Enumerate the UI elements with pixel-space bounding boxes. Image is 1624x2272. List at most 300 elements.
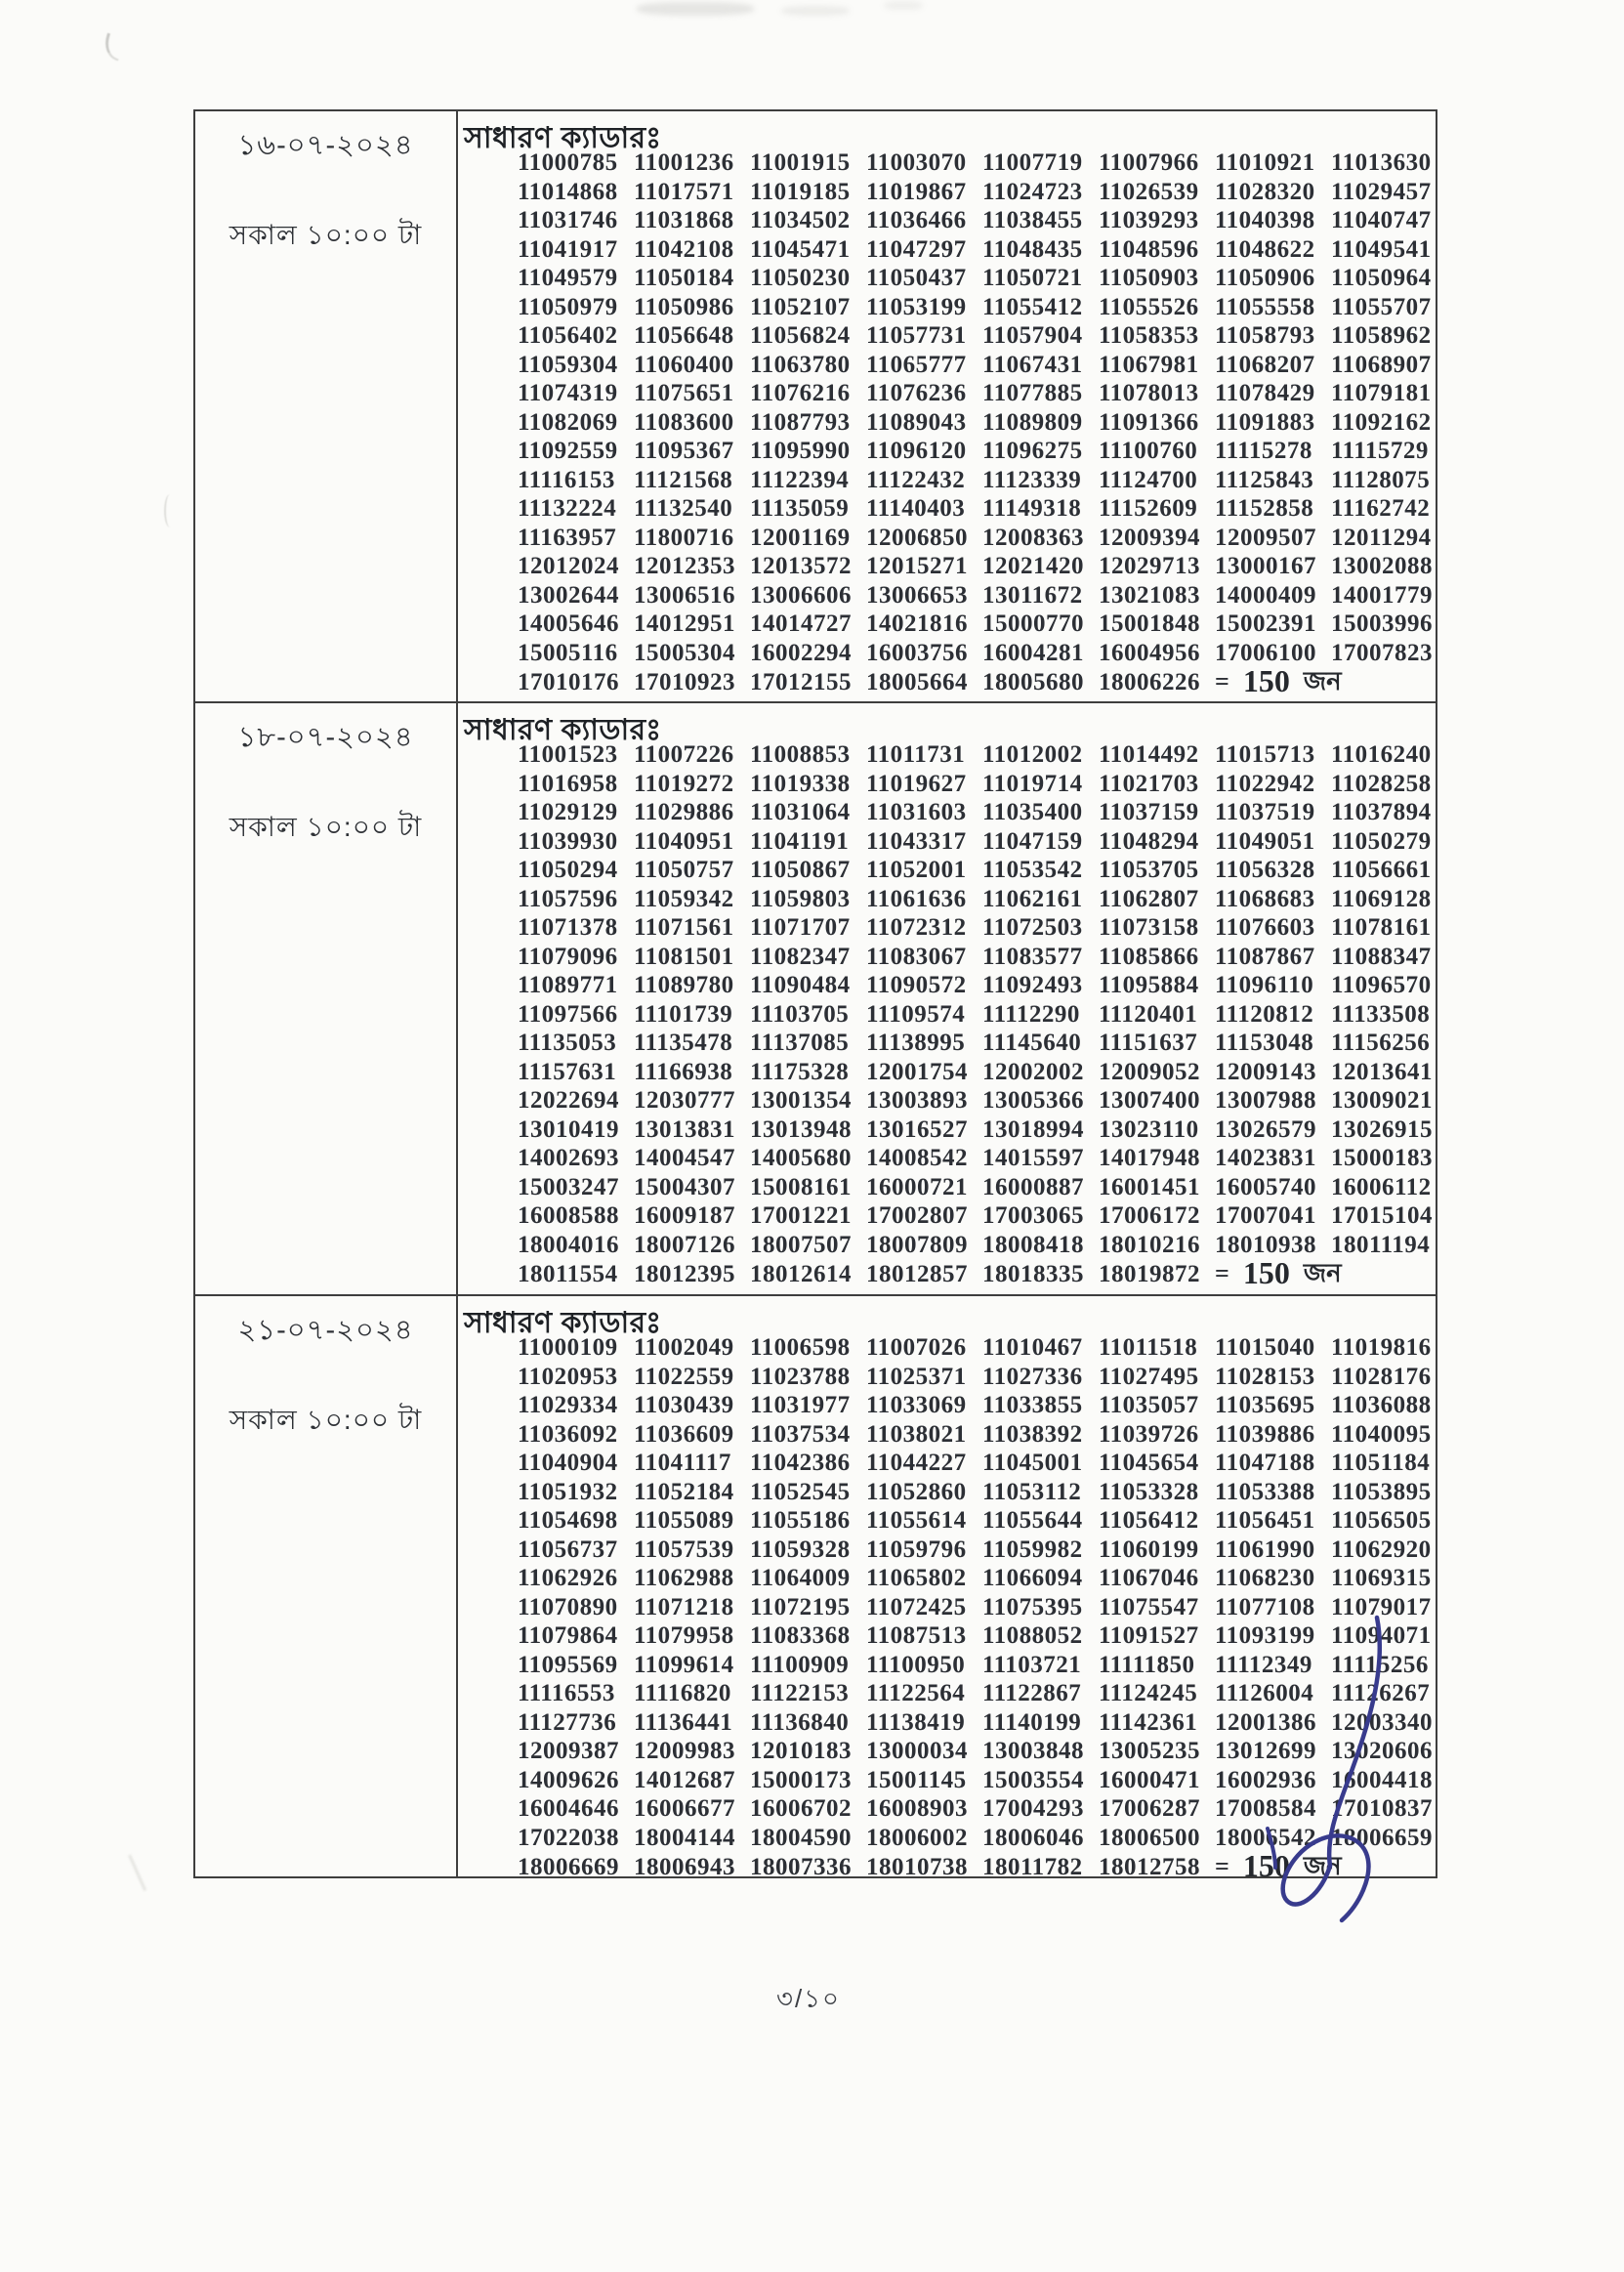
roll-number: 17002807 — [866, 1202, 968, 1229]
roll-number: 11055526 — [1099, 293, 1199, 320]
roll-number: 11079864 — [518, 1622, 618, 1649]
roll-number: 11077108 — [1215, 1593, 1315, 1620]
total-count: 150 — [1242, 1255, 1290, 1290]
roll-number: 11112349 — [1215, 1651, 1312, 1678]
roll-number: 14015597 — [982, 1145, 1084, 1171]
roll-number: 11007226 — [634, 741, 734, 768]
roll-number: 15003554 — [982, 1766, 1084, 1793]
roll-number: 11135478 — [634, 1030, 733, 1056]
roll-number: 11017571 — [634, 178, 734, 205]
total-count: 150 — [1242, 1848, 1290, 1883]
roll-row — [518, 770, 1436, 799]
roll-number: 18006943 — [634, 1854, 735, 1880]
roll-number: 14009626 — [518, 1766, 619, 1793]
roll-number: 17007823 — [1331, 639, 1433, 666]
roll-number: 11029334 — [518, 1392, 618, 1418]
roll-number: 18007126 — [634, 1231, 735, 1258]
roll-number: 11078013 — [1099, 380, 1199, 406]
roll-row — [518, 639, 1436, 668]
roll-number: 11089043 — [866, 408, 967, 436]
rolls-cell — [458, 111, 1436, 701]
roll-number: 11089780 — [634, 972, 734, 998]
roll-number: 11050757 — [634, 857, 734, 883]
roll-number: 11122153 — [750, 1680, 850, 1706]
roll-row — [518, 856, 1436, 885]
roll-row — [518, 1029, 1436, 1058]
roll-number: 12010183 — [750, 1738, 852, 1764]
roll-number: 11042108 — [634, 235, 734, 263]
roll-number: 13006516 — [634, 581, 735, 609]
roll-number: 11156256 — [1331, 1030, 1431, 1056]
roll-number: 11055614 — [866, 1507, 967, 1534]
roll-number: 11050279 — [1331, 827, 1432, 855]
roll-number: 11010467 — [982, 1334, 1083, 1361]
roll-number: 11800716 — [634, 524, 734, 551]
roll-number: 11047159 — [982, 827, 1083, 855]
roll-number: 11021703 — [1099, 770, 1199, 797]
roll-number: 18006226 — [1099, 669, 1200, 695]
roll-number: 18004590 — [750, 1824, 852, 1851]
roll-rows — [458, 148, 1436, 696]
roll-number: 11089809 — [982, 408, 1083, 436]
roll-number: 11053199 — [866, 293, 967, 320]
roll-number: 17006172 — [1099, 1202, 1200, 1229]
roll-number: 11008853 — [750, 741, 851, 768]
schedule-section — [195, 701, 1436, 1294]
roll-number: 18006500 — [1099, 1824, 1200, 1851]
roll-row — [518, 148, 1436, 178]
session-time: সকাল ১০:০০ টা — [229, 1405, 423, 1435]
roll-number: 11056661 — [1331, 857, 1432, 883]
roll-number: 18005680 — [982, 669, 1084, 695]
roll-number: 11035695 — [1215, 1392, 1315, 1418]
roll-number: 13007988 — [1215, 1087, 1316, 1114]
roll-number: 14021816 — [866, 610, 968, 637]
roll-row — [518, 1144, 1436, 1173]
roll-row — [518, 1536, 1436, 1565]
roll-number: 16006677 — [634, 1795, 735, 1822]
roll-number: 12021420 — [982, 553, 1084, 579]
roll-number: 11043317 — [866, 827, 967, 855]
roll-number: 11095367 — [634, 438, 734, 464]
signature-ink — [1232, 1590, 1447, 1942]
roll-row — [518, 913, 1436, 943]
roll-number: 11126004 — [1215, 1680, 1314, 1706]
roll-number: 11149318 — [982, 495, 1082, 522]
roll-number: 11116553 — [518, 1680, 615, 1706]
roll-number: 11031603 — [866, 799, 967, 825]
roll-row — [518, 1449, 1436, 1478]
roll-number: 11115278 — [1215, 438, 1312, 464]
roll-number: 11056648 — [634, 322, 734, 349]
roll-number: 11067981 — [1099, 351, 1199, 378]
page-number: ৩/১০ — [776, 1984, 841, 2013]
roll-number: 11078161 — [1331, 914, 1432, 941]
roll-number: 15002391 — [1215, 610, 1316, 637]
roll-number: 11052184 — [634, 1478, 734, 1505]
roll-number: 11045471 — [750, 235, 851, 263]
roll-number: 11002049 — [634, 1334, 734, 1361]
roll-number: 18006046 — [982, 1824, 1084, 1851]
roll-number: 11059304 — [518, 351, 618, 378]
roll-number: 11050979 — [518, 293, 618, 320]
roll-number: 11019867 — [866, 178, 967, 205]
roll-number: 11132540 — [634, 495, 733, 522]
roll-number: 11050964 — [1331, 265, 1432, 291]
roll-number: 11056328 — [1215, 857, 1315, 883]
roll-number: 11022942 — [1215, 770, 1315, 797]
roll-number: 11056402 — [518, 322, 618, 349]
roll-number: 11091366 — [1099, 408, 1199, 436]
roll-row — [518, 663, 1436, 698]
roll-number: 11056412 — [1099, 1507, 1199, 1534]
roll-number: 11128075 — [1331, 466, 1431, 493]
roll-number: 11092162 — [1331, 408, 1432, 436]
roll-row — [518, 264, 1436, 293]
roll-number: 11042386 — [750, 1450, 851, 1476]
roll-row — [518, 1363, 1436, 1392]
roll-number: 16009187 — [634, 1202, 735, 1229]
roll-number: 17010923 — [634, 669, 735, 695]
roll-number: 11053112 — [982, 1478, 1082, 1505]
roll-number: 16000721 — [866, 1173, 968, 1200]
roll-number: 11025371 — [866, 1363, 967, 1390]
roll-number: 17004293 — [982, 1795, 1084, 1822]
roll-number: 18011194 — [1331, 1231, 1431, 1258]
roll-row — [518, 1333, 1436, 1363]
roll-number: 12029713 — [1099, 553, 1200, 579]
roll-number: 16002936 — [1215, 1766, 1316, 1793]
roll-number: 11125843 — [1215, 466, 1314, 493]
roll-number: 17006100 — [1215, 639, 1316, 666]
roll-row — [518, 1420, 1436, 1450]
roll-number: 11056737 — [518, 1536, 618, 1563]
roll-number: 11076603 — [1215, 914, 1315, 941]
roll-number: 11052860 — [866, 1478, 967, 1505]
roll-number: 11019627 — [866, 770, 967, 797]
roll-number: 11058793 — [1215, 322, 1315, 349]
roll-number: 11109574 — [866, 1000, 966, 1028]
roll-number: 14005680 — [750, 1145, 852, 1171]
roll-number: 11071378 — [518, 914, 618, 941]
rolls-cell — [458, 703, 1436, 1294]
roll-number: 11010921 — [1215, 149, 1315, 176]
roll-row — [518, 1564, 1436, 1593]
roll-number: 11044227 — [866, 1450, 967, 1476]
roll-number: 18007809 — [866, 1231, 968, 1258]
roll-number: 11028176 — [1331, 1363, 1432, 1390]
roll-number: 11037519 — [1215, 799, 1315, 825]
roll-number: 11088052 — [982, 1622, 1083, 1649]
roll-number: 11135059 — [750, 495, 850, 522]
roll-number: 11100909 — [750, 1651, 850, 1678]
roll-number: 11058353 — [1099, 322, 1199, 349]
roll-number: 11029457 — [1331, 178, 1432, 205]
roll-number: 17022038 — [518, 1824, 619, 1851]
roll-number: 11020953 — [518, 1363, 618, 1390]
roll-number: 12001386 — [1215, 1708, 1316, 1736]
roll-number: 11083577 — [982, 943, 1083, 970]
roll-number: 11041917 — [518, 235, 618, 263]
roll-number: 11062807 — [1099, 885, 1199, 912]
roll-number: 11083368 — [750, 1622, 851, 1649]
roll-number: 14002693 — [518, 1145, 619, 1171]
roll-number: 12003340 — [1331, 1708, 1433, 1736]
roll-number: 11028320 — [1215, 178, 1315, 205]
roll-number: 13026579 — [1215, 1115, 1316, 1143]
roll-number: 11007719 — [982, 149, 1083, 176]
roll-number: 11096110 — [1215, 972, 1314, 998]
roll-row — [518, 552, 1436, 581]
roll-row — [518, 1231, 1436, 1260]
roll-row — [518, 581, 1436, 610]
roll-number: 12030777 — [634, 1087, 735, 1114]
roll-number: 13026915 — [1331, 1115, 1433, 1143]
roll-number: 11142361 — [1099, 1708, 1198, 1736]
roll-number: 11072425 — [866, 1593, 967, 1620]
roll-number: 11082069 — [518, 408, 618, 436]
roll-number: 11099614 — [634, 1651, 734, 1678]
roll-number: 11036088 — [1331, 1392, 1432, 1418]
roll-number: 18006002 — [866, 1824, 968, 1851]
roll-number: 11077885 — [982, 380, 1083, 406]
roll-number: 12022694 — [518, 1087, 619, 1114]
roll-row — [518, 1506, 1436, 1536]
roll-number: 11067046 — [1099, 1565, 1199, 1591]
roll-row — [518, 1478, 1436, 1507]
roll-number: 13016527 — [866, 1115, 968, 1143]
roll-number: 11037894 — [1331, 799, 1432, 825]
roll-number: 18008418 — [982, 1231, 1084, 1258]
roll-number: 11047297 — [866, 235, 967, 263]
roll-number: 11092493 — [982, 972, 1083, 998]
roll-number: 11062988 — [634, 1565, 734, 1591]
roll-number: 11152609 — [1099, 495, 1198, 522]
roll-number: 11012002 — [982, 741, 1083, 768]
roll-number: 16004646 — [518, 1795, 619, 1822]
roll-number: 11093199 — [1215, 1622, 1315, 1649]
roll-number: 11006598 — [750, 1334, 851, 1361]
roll-number: 11041191 — [750, 827, 850, 855]
roll-number: 11050867 — [750, 857, 851, 883]
roll-number: 11053328 — [1099, 1478, 1199, 1505]
roll-number: 11045001 — [982, 1450, 1083, 1476]
roll-number: 11052001 — [866, 857, 967, 883]
roll-number: 11030439 — [634, 1392, 734, 1418]
roll-row — [518, 971, 1436, 1000]
roll-number: 11035400 — [982, 799, 1083, 825]
roll-row — [518, 293, 1436, 322]
roll-number: 13000167 — [1215, 553, 1316, 579]
roll-number: 11072195 — [750, 1593, 851, 1620]
roll-number: 11011518 — [1099, 1334, 1198, 1361]
roll-number: 11048294 — [1099, 827, 1199, 855]
roll-number: 11040398 — [1215, 207, 1315, 233]
roll-number: 11028258 — [1331, 770, 1432, 797]
roll-row — [518, 437, 1436, 466]
roll-number: 11064009 — [750, 1565, 851, 1591]
roll-number: 13010419 — [518, 1115, 619, 1143]
roll-number: 11001523 — [518, 741, 618, 768]
roll-number: 17007041 — [1215, 1202, 1316, 1229]
roll-number: 13006653 — [866, 581, 968, 609]
roll-number: 11036092 — [518, 1420, 618, 1448]
roll-number: 11067431 — [982, 351, 1083, 378]
roll-number: 11095884 — [1099, 972, 1199, 998]
roll-number: 11070890 — [518, 1593, 618, 1620]
roll-number: 12009394 — [1099, 524, 1200, 551]
roll-number: 11078429 — [1215, 380, 1315, 406]
roll-number: 16001451 — [1099, 1173, 1200, 1200]
roll-number: 11137085 — [750, 1030, 850, 1056]
roll-number: 11041117 — [634, 1450, 731, 1476]
roll-number: 12002002 — [982, 1058, 1084, 1085]
roll-number: 11038392 — [982, 1420, 1083, 1448]
roll-number: 11068207 — [1215, 351, 1315, 378]
roll-number: 11051184 — [1331, 1450, 1431, 1476]
roll-row — [518, 351, 1436, 380]
roll-number: 11033069 — [866, 1392, 967, 1418]
roll-number: 11083067 — [866, 943, 967, 970]
roll-number: 11062926 — [518, 1565, 618, 1591]
roll-number: 11040951 — [634, 827, 734, 855]
roll-number: 11116153 — [518, 466, 615, 493]
roll-number: 15005116 — [518, 639, 618, 666]
roll-number: 11051932 — [518, 1478, 618, 1505]
roll-number: 11027336 — [982, 1363, 1083, 1390]
roll-number: 11062920 — [1331, 1536, 1432, 1563]
roll-number: 11079958 — [634, 1622, 734, 1649]
roll-number: 14008542 — [866, 1145, 968, 1171]
roll-number: 11019816 — [1331, 1334, 1432, 1361]
roll-number: 11049579 — [518, 265, 618, 291]
roll-number: 13020606 — [1331, 1738, 1433, 1764]
roll-number: 11038455 — [982, 207, 1083, 233]
roll-number: 11060400 — [634, 351, 734, 378]
roll-number: 16000887 — [982, 1173, 1084, 1200]
category-header: সাধারণ ক্যাডারঃ — [464, 122, 662, 154]
roll-number: 11087793 — [750, 408, 851, 436]
roll-number: 11088347 — [1331, 943, 1432, 970]
roll-number: 13001354 — [750, 1087, 852, 1114]
roll-number: 11097566 — [518, 1000, 618, 1028]
roll-number: 11066094 — [982, 1565, 1083, 1591]
roll-number: 18005664 — [866, 669, 968, 695]
category-header: সাধারণ ক্যাডারঃ — [464, 714, 662, 746]
roll-row — [518, 494, 1436, 524]
roll-number: 17003065 — [982, 1202, 1084, 1229]
roll-number: 11036466 — [866, 207, 967, 233]
roll-number: 11055412 — [982, 293, 1083, 320]
roll-number: 18011554 — [518, 1261, 618, 1287]
roll-number: 14012687 — [634, 1766, 735, 1793]
roll-row — [518, 610, 1436, 639]
roll-number: 11120401 — [1099, 1000, 1198, 1028]
roll-number: 11015040 — [1215, 1334, 1315, 1361]
roll-number: 16006702 — [750, 1795, 852, 1822]
roll-number: 11071561 — [634, 914, 734, 941]
roll-number: 11045654 — [1099, 1450, 1199, 1476]
roll-number: 11050437 — [866, 265, 967, 291]
roll-number: 16005740 — [1215, 1173, 1316, 1200]
roll-number: 13000034 — [866, 1738, 968, 1764]
roll-number: 18010216 — [1099, 1231, 1200, 1258]
roll-number: 11072503 — [982, 914, 1083, 941]
roll-number: 11079017 — [1331, 1593, 1432, 1620]
roll-number: 11122394 — [750, 466, 850, 493]
roll-number: 11053895 — [1331, 1478, 1432, 1505]
roll-number: 15000173 — [750, 1766, 852, 1793]
roll-number: 11163957 — [518, 524, 617, 551]
roll-number: 17012155 — [750, 669, 852, 695]
roll-number: 11053388 — [1215, 1478, 1315, 1505]
roll-number: 11103721 — [982, 1651, 1082, 1678]
roll-number: 11050184 — [634, 265, 734, 291]
roll-row — [518, 1115, 1436, 1145]
roll-number: 11127736 — [518, 1708, 617, 1736]
roll-number: 12008363 — [982, 524, 1084, 551]
roll-number: 11059328 — [750, 1536, 851, 1563]
roll-number: 12009143 — [1215, 1058, 1316, 1085]
roll-number: 11121568 — [634, 466, 733, 493]
roll-number: 11014492 — [1099, 741, 1199, 768]
roll-row — [518, 1391, 1436, 1420]
roll-number: 13003848 — [982, 1738, 1084, 1764]
roll-number: 11056824 — [750, 322, 851, 349]
roll-number: 11028153 — [1215, 1363, 1315, 1390]
roll-number: 11039293 — [1099, 207, 1199, 233]
roll-number: 11062161 — [982, 885, 1083, 912]
roll-number: 18007507 — [750, 1231, 852, 1258]
roll-number: 18010738 — [866, 1854, 968, 1880]
roll-number: 11115729 — [1331, 438, 1429, 464]
roll-number: 15008161 — [750, 1173, 852, 1200]
scan-ghost-artifact — [781, 6, 850, 16]
roll-number: 13018994 — [982, 1115, 1084, 1143]
roll-number: 11019714 — [982, 770, 1083, 797]
roll-row — [518, 178, 1436, 207]
roll-row — [518, 408, 1436, 438]
roll-number: 16002294 — [750, 639, 852, 666]
roll-number: 11152858 — [1215, 495, 1314, 522]
roll-number: 11115256 — [1331, 1651, 1429, 1678]
roll-number: 11011731 — [866, 741, 966, 768]
roll-row — [518, 798, 1436, 827]
roll-row — [518, 1058, 1436, 1087]
roll-number: 16008588 — [518, 1202, 619, 1229]
roll-number: 11031977 — [750, 1392, 851, 1418]
session-time: সকাল ১০:০০ টা — [229, 220, 423, 250]
roll-number: 11050721 — [982, 265, 1083, 291]
roll-number: 11061636 — [866, 885, 967, 912]
roll-number: 14023831 — [1215, 1145, 1316, 1171]
roll-number: 11057539 — [634, 1536, 734, 1563]
roll-row — [518, 524, 1436, 553]
roll-number: 11166938 — [634, 1058, 733, 1085]
schedule-section — [195, 111, 1436, 701]
roll-number: 11082347 — [750, 943, 851, 970]
roll-number: 11140199 — [982, 1708, 1082, 1736]
category-header: সাধারণ ক্যাডারঃ — [464, 1307, 662, 1339]
roll-number: 11075395 — [982, 1593, 1083, 1620]
roll-number: 11040747 — [1331, 207, 1432, 233]
roll-number: 11055707 — [1331, 293, 1432, 320]
roll-number: 11054698 — [518, 1507, 618, 1534]
roll-number: 11075547 — [1099, 1593, 1199, 1620]
roll-number: 11031746 — [518, 207, 618, 233]
roll-number: 11049051 — [1215, 827, 1315, 855]
roll-number: 14017948 — [1099, 1145, 1200, 1171]
